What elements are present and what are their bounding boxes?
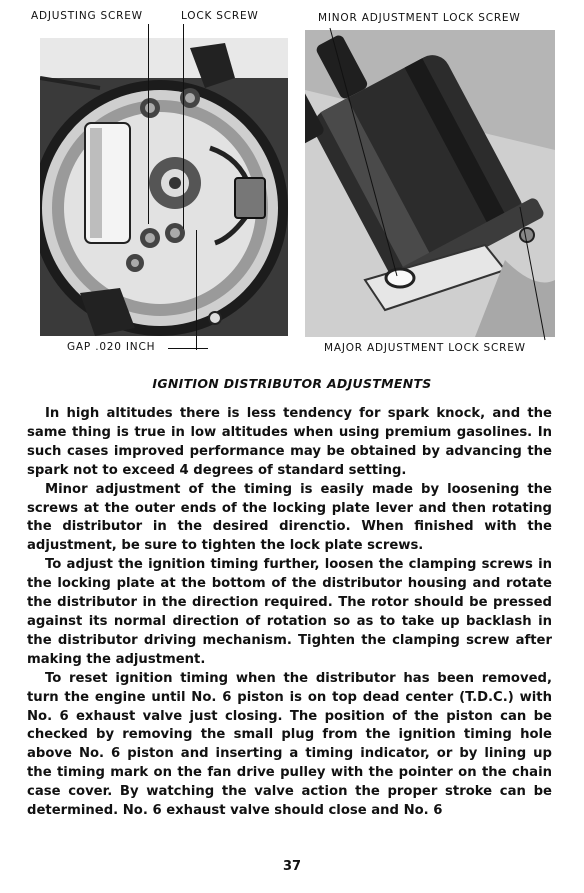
major-adjustment-leader bbox=[500, 205, 560, 345]
adjusting-screw-caption: ADJUSTING SCREW bbox=[31, 10, 143, 22]
adjusting-screw-leader bbox=[148, 24, 149, 224]
paragraph: To reset ignition timing when the distributor has been removed, turn the engine until No. 6 piston is on top dead center (T.D.C.) with No. 6 exhaust valve just closing. The position of the piston can be checked by removing the small plug from the ignition timing hole above No. 6 piston and inserting a timing indicator, or by lining up the timing mark on the fan drive pulley with the pointer on the chain case cover. By watching the valve action the proper stroke can be determined. No. 6 exhaust valve should close and No. 6 bbox=[27, 670, 552, 819]
distributor-interior-photo bbox=[40, 38, 288, 336]
body-text bbox=[27, 405, 552, 821]
lock-screw-leader bbox=[183, 24, 184, 229]
gap-leader bbox=[168, 348, 208, 349]
paragraph: Minor adjustment of the timing is easily made by loosening the screws at the outer ends of the locking plate lever and then rotating the distributor in the desired direnctio. When finished with the adjustment, be sure to tighten the lock plate screws. bbox=[27, 481, 552, 554]
figure-title: IGNITION DISTRIBUTOR ADJUSTMENTS bbox=[152, 376, 432, 391]
paragraph: To adjust the ignition timing further, loosen the clamping screws in the locking plate at the bottom of the distributor housing and rotate the distributor in the direction required. The rotor should be pressed against its normal direction of rotation so as to take up backlash in the distributor driving mechanism. Tighten the clamping screw after making the adjustment. bbox=[27, 557, 552, 667]
major-adjustment-caption: MAJOR ADJUSTMENT LOCK SCREW bbox=[324, 342, 526, 354]
page-number: 37 bbox=[282, 859, 302, 874]
minor-adjustment-leader bbox=[325, 26, 405, 281]
lock-screw-caption: LOCK SCREW bbox=[181, 10, 259, 22]
gap-caption: GAP .020 INCH bbox=[67, 341, 156, 353]
gap-leader-vertical bbox=[196, 230, 197, 350]
minor-adjustment-caption: MINOR ADJUSTMENT LOCK SCREW bbox=[318, 12, 521, 24]
paragraph: In high altitudes there is less tendency for spark knock, and the same thing is true in low altitudes when using premium gasolines. In such cases improved performance may be obtained by advancing the spark not to exceed 4 degrees of standard setting. bbox=[27, 406, 552, 478]
